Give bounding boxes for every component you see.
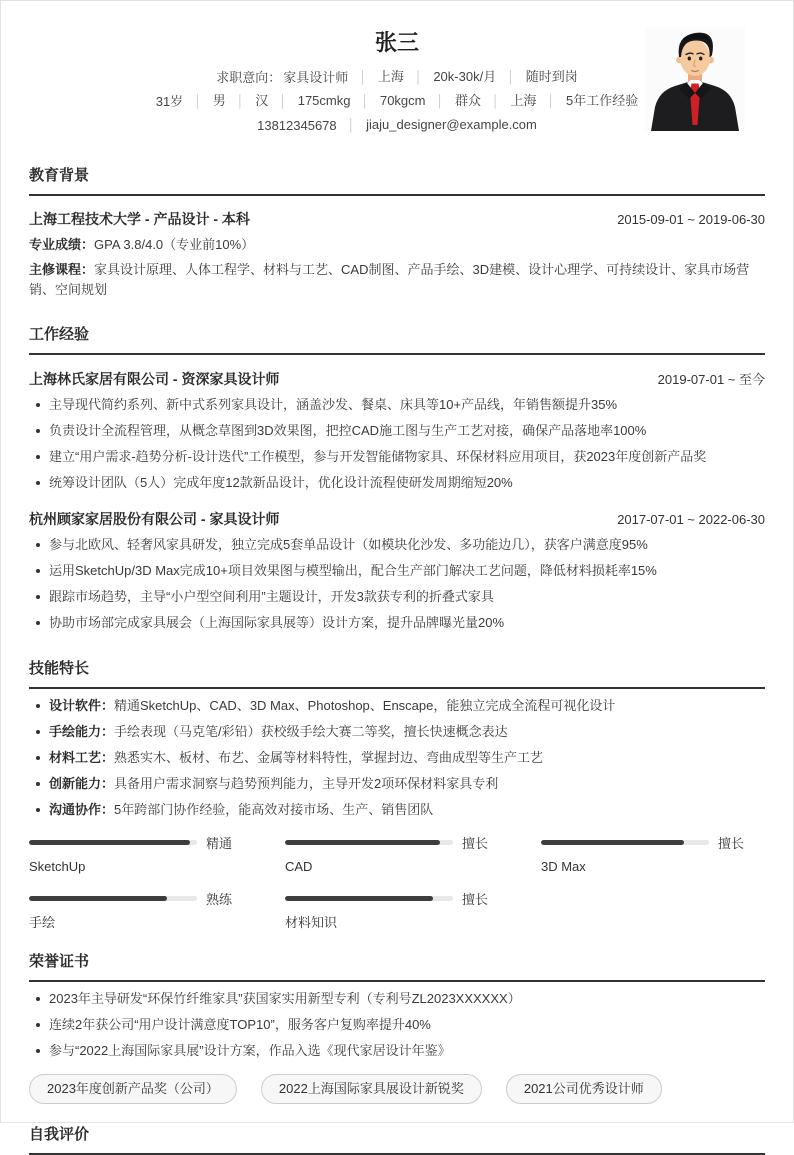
skill-bars	[29, 833, 765, 931]
skill-bar-fill	[285, 840, 440, 845]
education-detail-label: 专业成绩：	[29, 237, 95, 252]
job-company-role: 上海林氏家居有限公司 - 资深家具设计师	[29, 371, 280, 387]
job-bullet: 主导现代简约系列、新中式系列家具设计，涵盖沙发、餐桌、床具等10+产品线，年销售额提升35%	[29, 392, 765, 418]
job-bullet: 建立“用户需求-趋势分析-设计迭代”工作模型，参与开发智能储物家具、环保材料应用项目，获2023年度创新产品奖	[29, 444, 765, 470]
honor-bullet: 2023年主导研发“环保竹纤维家具”获国家实用新型专利（专利号ZL2023XXXXXX）	[29, 986, 765, 1012]
education-date-range: 2015-09-01 ~ 2019-06-30	[617, 212, 765, 227]
profile-photo-illustration	[645, 27, 745, 131]
skill-bar-row	[541, 833, 765, 852]
skill-bullet-text: 5年跨部门协作经验，能高效对接市场、生产、销售团队	[114, 802, 434, 817]
award-badge: 2021公司优秀设计师	[506, 1074, 662, 1104]
job-bullet: 协助市场部完成家具展会（上海国际家具展等）设计方案，提升品牌曝光量20%	[29, 610, 765, 636]
job-company-role: 杭州顾家家居股份有限公司 - 家具设计师	[29, 511, 280, 527]
education-detail-label: 主修课程：	[29, 262, 95, 277]
personal-info-item: │ 5年工作经验	[537, 89, 639, 113]
personal-info-item: │ 70kgcm	[350, 89, 425, 113]
personal-info-item: │ 群众	[426, 89, 482, 113]
skill-bullet	[29, 719, 765, 745]
skill-bar	[285, 833, 509, 875]
skill-bullet	[29, 797, 765, 823]
skill-bullet	[29, 693, 765, 719]
award-badge: 2023年度创新产品奖（公司）	[29, 1074, 237, 1104]
personal-info-item: │ 上海	[481, 89, 537, 113]
skill-bullet-list	[29, 693, 765, 823]
education-detail-row	[29, 260, 765, 300]
skill-bar-row	[29, 833, 253, 852]
job-bullet: 统筹设计团队（5人）完成年度12款新品设计，优化设计流程使研发周期缩短20%	[29, 470, 765, 496]
skill-bar	[285, 889, 509, 931]
skill-bullet-label: 创新能力：	[49, 776, 115, 791]
skill-bar-track	[541, 840, 709, 845]
section-education-title: 教育背景	[29, 167, 765, 196]
personal-info-items	[156, 89, 639, 113]
skill-bar-fill	[285, 896, 433, 901]
section-work	[29, 326, 765, 636]
honor-bullet: 连续2年获公司“用户设计满意度TOP10”，服务客户复购率提升40%	[29, 1012, 765, 1038]
skill-level-label: 擅长	[462, 836, 489, 851]
skill-bar-track	[285, 840, 453, 845]
skill-bar-row	[285, 833, 509, 852]
education-detail-text: GPA 3.8/4.0（专业前10%）	[94, 237, 255, 252]
award-badges	[29, 1074, 765, 1104]
section-self-evaluation	[29, 1126, 765, 1155]
skill-name: CAD	[285, 859, 313, 874]
personal-info-item: │ 汉	[226, 89, 269, 113]
skill-bar-fill	[541, 840, 684, 845]
skill-bullet-text: 具备用户需求洞察与趋势预判能力，主导开发2项环保材料家具专利	[114, 776, 499, 791]
job-intent-label: 求职意向：	[216, 69, 282, 85]
contact-item: │ jiaju_designer@example.com	[337, 113, 537, 137]
job-bullet: 参与北欧风、轻奢风家具研发，独立完成5套单品设计（如模块化沙发、多功能边几），获客户满意度95%	[29, 532, 765, 558]
job-intent-item: │ 上海	[348, 65, 404, 89]
skill-level-label: 擅长	[718, 836, 745, 851]
skill-bar-fill	[29, 840, 190, 845]
section-skills-title: 技能特长	[29, 660, 765, 689]
education-detail-text: 家具设计原理、人体工程学、材料与工艺、CAD制图、产品手绘、3D建模、设计心理学、可持续设计、家具市场营销、空间规划	[29, 262, 750, 297]
skill-bar-track	[285, 896, 453, 901]
skill-bar	[29, 833, 253, 875]
job-intent-items	[283, 65, 577, 89]
skill-bar-fill	[29, 896, 167, 901]
skill-bar-track	[29, 896, 197, 901]
skill-bullet-label: 沟通协作：	[49, 802, 115, 817]
skill-bullet-text: 精通SketchUp、CAD、3D Max、Photoshop、Enscape，能独立完成全流程可视化设计	[114, 698, 616, 713]
section-work-title: 工作经验	[29, 326, 765, 355]
job-header	[29, 510, 765, 528]
honor-bullet: 参与“2022上海国际家具展”设计方案，作品入选《现代家居设计年鉴》	[29, 1038, 765, 1064]
skill-bar-row	[29, 889, 253, 908]
section-honors-title: 荣誉证书	[29, 953, 765, 982]
section-self-evaluation-title: 自我评价	[29, 1126, 765, 1155]
skill-name: SketchUp	[29, 859, 86, 874]
skill-bar	[29, 889, 253, 931]
personal-info-item: │ 男	[183, 89, 226, 113]
personal-info-item: │ 175cmkg	[268, 89, 350, 113]
skill-level-label: 熟练	[206, 892, 233, 907]
profile-photo	[645, 27, 745, 131]
education-entry	[29, 210, 765, 228]
job-date-range: 2019-07-01 ~ 至今	[657, 372, 765, 387]
job-intent-item: 家具设计师	[283, 69, 349, 85]
skill-name: 手绘	[29, 915, 56, 930]
honor-bullet-list	[29, 986, 765, 1064]
skill-bullet	[29, 745, 765, 771]
skill-bar	[541, 833, 765, 875]
job-header	[29, 369, 765, 388]
job-bullet: 负责设计全流程管理，从概念草图到3D效果图，把控CAD施工图与生产工艺对接，确保产品落地率100%	[29, 418, 765, 444]
job-bullet: 跟踪市场趋势，主导“小户型空间利用”主题设计，开发3款获专利的折叠式家具	[29, 584, 765, 610]
award-badge: 2022上海国际家具展设计新锐奖	[261, 1074, 482, 1104]
section-education	[29, 167, 765, 300]
skill-level-label: 擅长	[462, 892, 489, 907]
skill-name: 材料知识	[285, 915, 338, 930]
job-intent-item: │ 随时到岗	[496, 65, 578, 89]
skill-bar-track	[29, 840, 197, 845]
job-bullet-list	[29, 392, 765, 496]
skill-bullet-text: 手绘表现（马克笔/彩铅）获校级手绘大赛二等奖，擅长快速概念表达	[114, 724, 508, 739]
education-detail-row	[29, 235, 765, 255]
skill-bullet-label: 材料工艺：	[49, 750, 115, 765]
skill-bullet-label: 手绘能力：	[49, 724, 115, 739]
skill-name: 3D Max	[541, 859, 586, 874]
job-bullet: 运用SketchUp/3D Max完成10+项目效果图与模型输出，配合生产部门解决工艺问题，降低材料损耗率15%	[29, 558, 765, 584]
school-and-major: 上海工程技术大学 - 产品设计 - 本科	[29, 211, 250, 227]
section-skills	[29, 660, 765, 931]
skill-bullet-label: 设计软件：	[49, 698, 115, 713]
job-entry	[29, 510, 765, 636]
contact-items	[257, 113, 537, 137]
contact-item: 13812345678	[257, 117, 337, 133]
resume-page	[1, 1, 793, 1155]
job-intent-item: │ 20k-30k/月	[404, 65, 496, 89]
skill-bullet	[29, 771, 765, 797]
job-bullet-list	[29, 532, 765, 636]
job-entry	[29, 369, 765, 496]
personal-info-item: 31岁	[155, 93, 184, 109]
education-details	[29, 235, 765, 300]
section-honors	[29, 953, 765, 1104]
skill-bar-row	[285, 889, 509, 908]
candidate-name: 张三	[374, 30, 419, 55]
skill-bullet-text: 熟悉实木、板材、布艺、金属等材料特性，掌握封边、弯曲成型等生产工艺	[114, 750, 544, 765]
job-date-range: 2017-07-01 ~ 2022-06-30	[617, 512, 765, 527]
skill-level-label: 精通	[206, 836, 233, 851]
